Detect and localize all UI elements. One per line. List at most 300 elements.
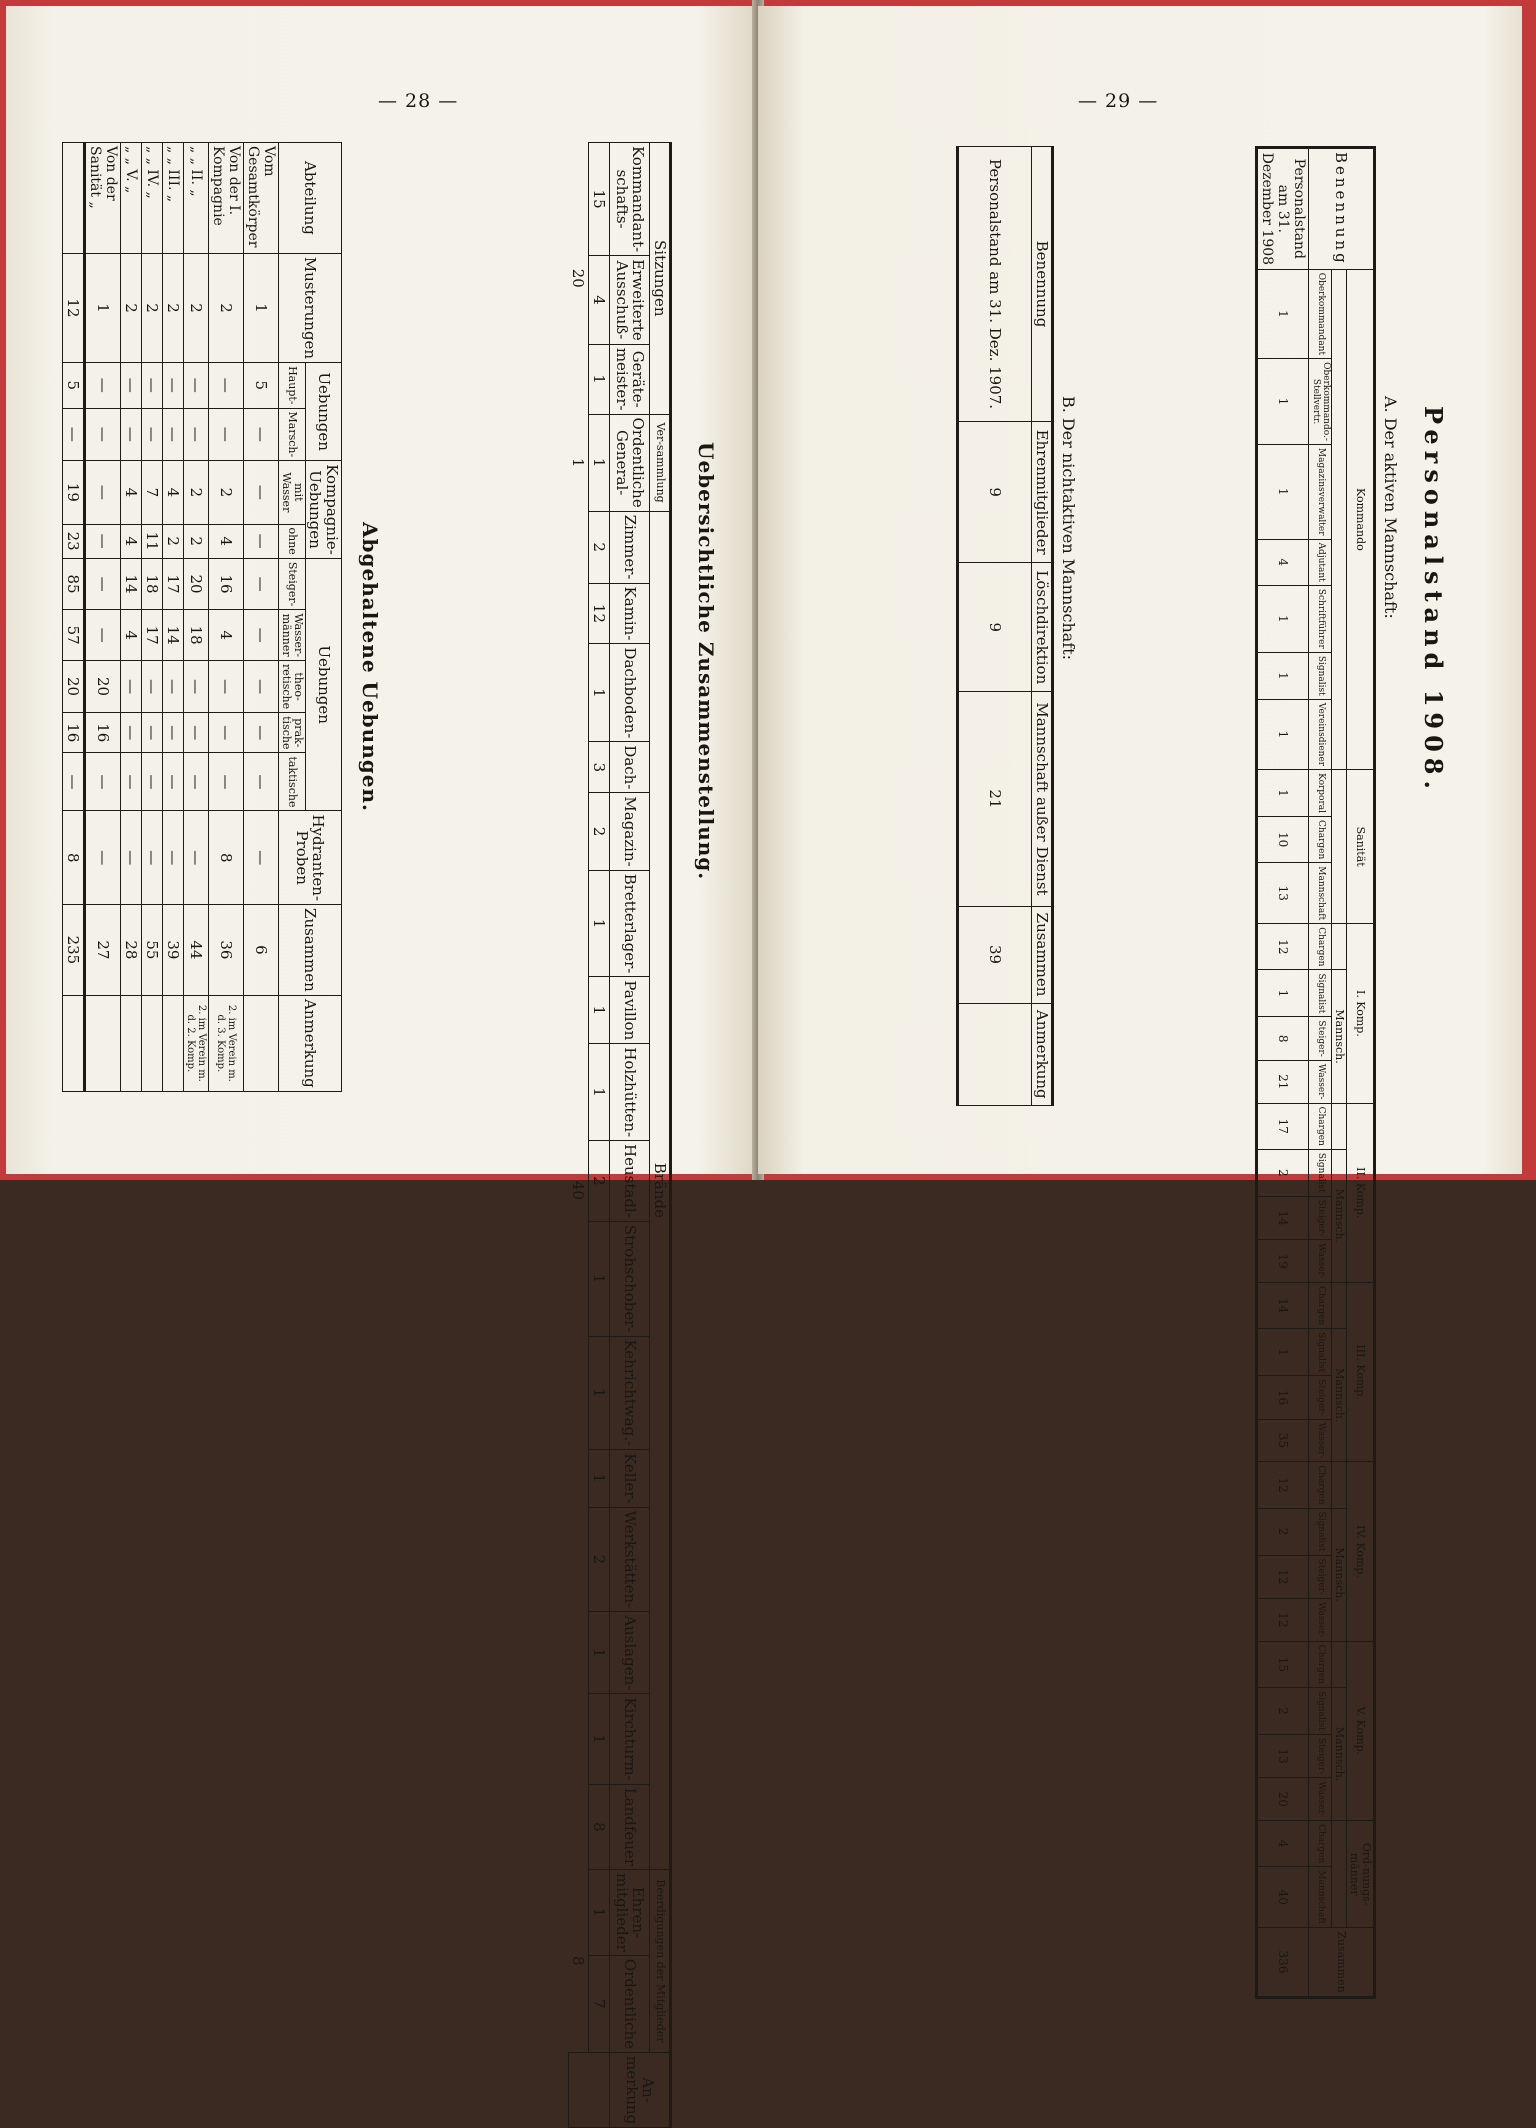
hdr-musterungen: Musterungen xyxy=(278,253,341,362)
inactive-value: 9 xyxy=(958,563,1032,692)
table-cell: — xyxy=(162,408,183,461)
col-magazin: Magazin- xyxy=(610,793,650,870)
table-cell: — xyxy=(141,408,162,461)
active-value: 17 xyxy=(1256,1103,1308,1149)
subtotal-braende: 40 xyxy=(569,1180,588,1200)
active-col-header: Chargen xyxy=(1308,924,1331,970)
active-values-row xyxy=(1256,148,1308,1998)
active-col-header: Signalist xyxy=(1308,1508,1331,1555)
active-benennung: Benennung xyxy=(1308,148,1374,270)
active-value: 12 xyxy=(1256,1462,1308,1508)
active-value: 16 xyxy=(1256,1376,1308,1419)
inactive-values-row xyxy=(958,147,1032,1106)
col-ehrenmitglieder: Ehren-mitglieder xyxy=(610,1870,650,1956)
table-cell: — xyxy=(183,661,208,713)
inactive-heading: B. Der nichtaktiven Mannschaft: xyxy=(1059,396,1078,661)
active-row-label: Personalstand am 31. Dezember 1908 xyxy=(1256,148,1308,270)
active-col-header: Steiger- xyxy=(1308,1734,1331,1777)
hdr-uebungen-1: Uebungen xyxy=(306,363,342,461)
total-cell: — xyxy=(62,753,84,811)
mannsch-4: Mannsch. xyxy=(1331,1508,1346,1641)
val-auslagen: 1 xyxy=(589,1612,610,1694)
hdr-ohne: ohne xyxy=(278,524,305,558)
val-erweiterte-ausschuss: 4 xyxy=(589,256,610,345)
active-col-header: Chargen xyxy=(1308,1103,1331,1149)
active-value: 1 xyxy=(1256,699,1308,769)
active-col-header: Signalist xyxy=(1308,1149,1331,1196)
table-cell: 1 xyxy=(84,253,120,362)
mannsch-2: Mannsch. xyxy=(1331,1149,1346,1282)
val-zimmer: 2 xyxy=(589,511,610,583)
hdr-theoretische: theo-retische xyxy=(278,661,305,713)
table-cell: — xyxy=(162,713,183,753)
active-value: 12 xyxy=(1256,924,1308,970)
group-braende: Brände xyxy=(650,511,671,1869)
active-col-header: Signalist xyxy=(1308,1329,1331,1376)
table-cell: 2 xyxy=(183,524,208,558)
val-strohschober: 1 xyxy=(589,1221,610,1336)
active-value: 12 xyxy=(1256,1598,1308,1641)
val-ehrenmitglieder: 1 xyxy=(589,1870,610,1956)
hdr-mit: mit xyxy=(292,483,305,502)
active-col-header: Steiger- xyxy=(1308,1017,1331,1060)
hdr-anmerkung: Anmerkung xyxy=(278,995,341,1091)
active-col-header: Wasser- xyxy=(1308,1419,1331,1462)
table-cell xyxy=(141,995,162,1091)
spacer-sanitaet xyxy=(1331,770,1346,924)
col-auslagen: Auslagen- xyxy=(610,1612,650,1694)
active-col-header: Signalist xyxy=(1308,1687,1331,1734)
table-cell: 7 xyxy=(141,461,162,524)
spacer-kommando xyxy=(1331,269,1346,769)
active-col-header: Chargen xyxy=(1308,1282,1331,1328)
active-value: 2 xyxy=(1256,1149,1308,1196)
hdr-hydranten: Hydranten-Proben xyxy=(278,811,341,905)
active-value: 1 xyxy=(1256,1329,1308,1376)
table-cell: 20 xyxy=(84,661,120,713)
val-geraetemeister: 1 xyxy=(589,344,610,414)
table-cell: 39 xyxy=(162,905,183,996)
table-cell: — xyxy=(120,811,141,905)
table-cell: 2 xyxy=(162,524,183,558)
total-cell: 23 xyxy=(62,524,84,558)
row-label: „ „ V. „ xyxy=(120,143,141,254)
hdr-mit-wasser xyxy=(278,461,305,524)
table-cell: 14 xyxy=(162,610,183,661)
val-ordentliche-general: 1 xyxy=(589,414,610,511)
table-cell: 2 xyxy=(162,253,183,362)
total-cell: 8 xyxy=(62,811,84,905)
inactive-col-header: Zusammen xyxy=(1032,906,1053,1003)
active-col-header: Signalist xyxy=(1308,970,1331,1017)
table-cell: 4 xyxy=(120,610,141,661)
active-col-header: Adjutant xyxy=(1308,539,1331,585)
total-cell: 85 xyxy=(62,558,84,610)
table-cell: 4 xyxy=(208,524,243,558)
active-value: 15 xyxy=(1256,1641,1308,1687)
total-cell: 19 xyxy=(62,461,84,524)
table-cell: — xyxy=(84,753,120,811)
table-row xyxy=(162,143,183,1092)
val-ordentliche: 7 xyxy=(589,1955,610,2052)
hdr-steiger: Steiger- xyxy=(278,558,305,610)
table-cell: — xyxy=(208,408,243,461)
table-cell: — xyxy=(243,524,278,558)
table-cell: 5 xyxy=(243,363,278,408)
table-cell: — xyxy=(141,811,162,905)
table-cell: — xyxy=(183,408,208,461)
active-value: 1 xyxy=(1256,770,1308,817)
inactive-value: 9 xyxy=(958,421,1032,562)
table-cell: 16 xyxy=(84,713,120,753)
table-cell: — xyxy=(183,753,208,811)
table-cell: 44 xyxy=(183,905,208,996)
table-row xyxy=(141,143,162,1092)
col-keller: Keller- xyxy=(610,1450,650,1507)
active-value: 2 xyxy=(1256,1687,1308,1734)
active-col-header: Schriftführer xyxy=(1308,585,1331,652)
table-cell: — xyxy=(84,811,120,905)
col-landfeuer: Landfeuer xyxy=(610,1784,650,1869)
table-cell: — xyxy=(84,610,120,661)
col-pavillon: Pavillon xyxy=(610,977,650,1044)
active-col-header: Mannschaft xyxy=(1308,863,1331,924)
table-cell: — xyxy=(243,713,278,753)
right-page xyxy=(758,6,1522,1993)
col-kirchturm: Kirchturm- xyxy=(610,1694,650,1784)
subtotal-beerdigungen: 8 xyxy=(569,1955,588,1966)
hdr-zusammen: Zusammen xyxy=(278,905,341,996)
table-cell: — xyxy=(120,661,141,713)
table-row xyxy=(243,143,278,1092)
active-table xyxy=(1255,146,1376,1999)
table-cell xyxy=(162,995,183,1091)
table-cell: — xyxy=(120,713,141,753)
table-cell: 2. im Verein m. d. 3. Komp. xyxy=(208,995,243,1091)
table-cell: — xyxy=(183,363,208,408)
page-number-29: — 29 — xyxy=(1078,90,1159,112)
active-value: 4 xyxy=(1256,539,1308,585)
active-value: 10 xyxy=(1256,817,1308,863)
subtotal-sitzungen: 20 xyxy=(569,268,588,288)
table-row xyxy=(208,143,243,1092)
table-cell: — xyxy=(208,753,243,811)
col-zimmer: Zimmer- xyxy=(610,511,650,583)
table-cell: — xyxy=(141,363,162,408)
table-cell: — xyxy=(120,753,141,811)
val-werkstaetten: 2 xyxy=(589,1507,610,1612)
active-value: 35 xyxy=(1256,1419,1308,1462)
row-label: „ „ II. „ xyxy=(183,143,208,254)
inactive-value: 21 xyxy=(958,692,1032,906)
table-cell xyxy=(243,995,278,1091)
active-value: 336 xyxy=(1256,1928,1308,1997)
col-bretterlager: Bretterlager- xyxy=(610,870,650,977)
table-cell xyxy=(84,995,120,1091)
table-cell: 4 xyxy=(162,461,183,524)
summary-title: Uebersichtliche Zusammenstellung. xyxy=(694,442,718,881)
total-cell: 235 xyxy=(62,905,84,996)
table-cell: — xyxy=(84,558,120,610)
val-heustadl: 2 xyxy=(589,1141,610,1222)
exercises-rows xyxy=(84,143,278,1092)
active-col-header: Steiger- xyxy=(1308,1376,1331,1419)
table-cell: 16 xyxy=(208,558,243,610)
inactive-col-header: Löschdirektion xyxy=(1032,563,1053,692)
table-cell xyxy=(120,995,141,1091)
inactive-header-row xyxy=(1032,147,1053,1106)
val-pavillon: 1 xyxy=(589,977,610,1044)
mannsch-1: Mannsch. xyxy=(1331,970,1346,1103)
active-col-header: Oberkommando.-Stellvertr. xyxy=(1308,359,1331,445)
table-cell: — xyxy=(84,408,120,461)
grp-komp-1: I. Komp. xyxy=(1346,924,1374,1103)
col-dachboden: Dachboden- xyxy=(610,644,650,742)
total-cell: 12 xyxy=(62,253,84,362)
active-col-header: Signalist xyxy=(1308,652,1331,699)
val-kehrichtwag: 1 xyxy=(589,1336,610,1450)
group-beerdigungen: Beerdigungen der Mitglieder xyxy=(650,1870,671,2053)
hdr-uebungen-2: Uebungen xyxy=(306,558,342,811)
active-col-header: Wasser- xyxy=(1308,1598,1331,1641)
table-cell: — xyxy=(162,363,183,408)
total-cell xyxy=(62,995,84,1091)
active-col-header: Mannschaft xyxy=(1308,1867,1331,1928)
totals-label xyxy=(62,143,84,254)
hdr-praktische: prak-tische xyxy=(278,713,305,753)
row-label: „ „ III. „ xyxy=(162,143,183,254)
table-cell: — xyxy=(141,753,162,811)
row-label: Von der I. Kompagnie xyxy=(208,143,243,254)
table-cell: 2 xyxy=(141,253,162,362)
col-geraetemeister: Geräte-meister- xyxy=(610,344,650,414)
table-cell: 2. im Verein m. d. 2. Komp. xyxy=(183,995,208,1091)
row-label: Vom Gesamtkörper xyxy=(243,143,278,254)
active-heading: A. Der aktiven Mannschaft: xyxy=(1381,396,1400,619)
table-cell: — xyxy=(208,713,243,753)
total-cell: 5 xyxy=(62,363,84,408)
hdr-kompagnie: Kompagnie-Uebungen xyxy=(306,461,342,559)
active-col-header: Chargen xyxy=(1308,1641,1331,1687)
active-value: 1 xyxy=(1256,970,1308,1017)
table-cell: 11 xyxy=(141,524,162,558)
inactive-col-header: Benennung xyxy=(1032,147,1053,422)
inactive-col-header: Ehrenmitglieder xyxy=(1032,421,1053,562)
active-value: 8 xyxy=(1256,1017,1308,1060)
group-versammlung: Ver-sammlung xyxy=(650,414,671,511)
active-value: 13 xyxy=(1256,863,1308,924)
grp-komp-4: IV. Komp. xyxy=(1346,1462,1374,1641)
active-col-header: Steiger- xyxy=(1308,1555,1331,1598)
table-row xyxy=(183,143,208,1092)
table-cell: — xyxy=(84,363,120,408)
grp-komp-3: III. Komp. xyxy=(1346,1282,1374,1461)
active-column-headers xyxy=(1308,148,1331,1998)
active-value: 1 xyxy=(1256,359,1308,445)
val-dachboden: 1 xyxy=(589,644,610,742)
table-cell: 36 xyxy=(208,905,243,996)
table-cell: 2 xyxy=(208,253,243,362)
active-value: 21 xyxy=(1256,1060,1308,1103)
table-cell: — xyxy=(84,524,120,558)
table-cell: 20 xyxy=(183,558,208,610)
val-kirchturm: 1 xyxy=(589,1694,610,1784)
active-col-header: Steiger- xyxy=(1308,1196,1331,1239)
active-col-header: Korporal xyxy=(1308,770,1331,817)
active-value: 19 xyxy=(1256,1240,1308,1283)
table-row xyxy=(120,143,141,1092)
active-value: 1 xyxy=(1256,585,1308,652)
active-value: 1 xyxy=(1256,269,1308,358)
hdr-marsch: Marsch- xyxy=(278,408,305,461)
table-cell: — xyxy=(243,811,278,905)
table-cell: 28 xyxy=(120,905,141,996)
val-landfeuer: 8 xyxy=(589,1784,610,1869)
table-cell: 2 xyxy=(183,461,208,524)
table-cell: 8 xyxy=(208,811,243,905)
active-value: 14 xyxy=(1256,1282,1308,1328)
personalstand-title: Personalstand 1908. xyxy=(1419,406,1448,795)
hdr-wassermaenner: Wasser-männer xyxy=(278,610,305,661)
active-col-header: Oberkommandant xyxy=(1308,269,1331,358)
col-kamin: Kamin- xyxy=(610,583,650,644)
val-kamin: 12 xyxy=(589,583,610,644)
col-erweiterte-ausschuss: Erweiterte Ausschuß- xyxy=(610,256,650,345)
hdr-haupt: Haupt- xyxy=(278,363,305,408)
active-value: 12 xyxy=(1256,1555,1308,1598)
table-cell: — xyxy=(162,753,183,811)
table-cell: 4 xyxy=(208,610,243,661)
active-col-header: Wasser- xyxy=(1308,1060,1331,1103)
table-cell: — xyxy=(84,461,120,524)
table-cell: — xyxy=(243,753,278,811)
grp-komp-5: V. Komp. xyxy=(1346,1641,1374,1820)
table-cell: 17 xyxy=(162,558,183,610)
active-value: 14 xyxy=(1256,1196,1308,1239)
mannsch-5: Mannsch. xyxy=(1331,1687,1346,1820)
table-cell: — xyxy=(120,363,141,408)
total-cell: 20 xyxy=(62,661,84,713)
table-cell: — xyxy=(243,461,278,524)
table-cell: — xyxy=(162,661,183,713)
table-cell: 4 xyxy=(120,524,141,558)
total-cell: — xyxy=(62,408,84,461)
table-cell: 1 xyxy=(243,253,278,362)
exercises-title: Abgehaltene Uebungen. xyxy=(358,522,382,812)
active-value: 1 xyxy=(1256,444,1308,539)
col-kommandantschafts: Kommandant-schafts- xyxy=(610,143,650,256)
grp-ordnungsmaenner: Ord-nungs-männer xyxy=(1346,1821,1374,1928)
col-zusammen: Zusammen xyxy=(1308,1928,1374,1997)
table-row xyxy=(84,143,120,1092)
hdr-taktische: taktische xyxy=(278,753,305,811)
table-cell: 2 xyxy=(183,253,208,362)
active-col-header: Wasser- xyxy=(1308,1778,1331,1821)
table-cell: 18 xyxy=(141,558,162,610)
inactive-col-header: Mannschaft außer Dienst xyxy=(1032,692,1053,906)
col-strohschober: Strohschober- xyxy=(610,1221,650,1336)
group-sitzungen: Sitzungen xyxy=(650,143,671,415)
hdr-abteilung: Abteilung xyxy=(278,143,341,254)
table-cell: 27 xyxy=(84,905,120,996)
table-cell: — xyxy=(208,661,243,713)
table-cell: 17 xyxy=(141,610,162,661)
table-cell: — xyxy=(243,408,278,461)
col-dach: Dach- xyxy=(610,742,650,793)
grp-sanitaet: Sanität xyxy=(1346,770,1374,924)
inactive-table xyxy=(957,146,1055,1106)
col-ordentliche-general: Ordentliche General- xyxy=(610,414,650,511)
summary-table-block xyxy=(568,142,718,2128)
inactive-value: Personalstand am 31. Dez. 1907. xyxy=(958,147,1032,422)
total-cell: 57 xyxy=(62,610,84,661)
exercises-totals-row xyxy=(62,143,84,1092)
val-keller: 1 xyxy=(589,1450,610,1507)
table-cell: — xyxy=(183,713,208,753)
mannsch-3: Mannsch. xyxy=(1331,1329,1346,1462)
col-werkstaetten: Werkstätten- xyxy=(610,1507,650,1612)
table-cell: — xyxy=(141,713,162,753)
inactive-value xyxy=(958,1003,1032,1105)
active-col-header: Wasser- xyxy=(1308,1240,1331,1283)
table-cell: — xyxy=(162,811,183,905)
col-ordentliche: Ordentliche xyxy=(610,1955,650,2052)
grp-kommando: Kommando xyxy=(1346,269,1374,769)
active-value: 20 xyxy=(1256,1778,1308,1821)
val-holzhuetten: 1 xyxy=(589,1044,610,1141)
col-kehrichtwag: Kehrichtwag.- xyxy=(610,1336,650,1450)
summary-table xyxy=(568,142,672,2128)
table-cell: — xyxy=(208,363,243,408)
subtotal-versammlung: 1 xyxy=(569,457,588,468)
exercises-table xyxy=(62,142,342,1092)
active-value: 2 xyxy=(1256,1508,1308,1555)
table-cell: 4 xyxy=(120,461,141,524)
group-anmerkung: An-merkung xyxy=(610,2052,671,2127)
left-page xyxy=(6,6,758,2125)
col-holzhuetten: Holzhütten- xyxy=(610,1044,650,1141)
table-cell: 6 xyxy=(243,905,278,996)
table-cell: — xyxy=(243,661,278,713)
table-cell: 2 xyxy=(120,253,141,362)
table-cell: — xyxy=(243,558,278,610)
table-cell: — xyxy=(120,408,141,461)
hdr-wasser: Wasser xyxy=(279,472,293,513)
val-dach: 3 xyxy=(589,742,610,793)
table-cell: 55 xyxy=(141,905,162,996)
table-cell: — xyxy=(243,610,278,661)
val-kommandantschafts: 15 xyxy=(589,143,610,256)
table-cell: 2 xyxy=(208,461,243,524)
anmerkung-cell xyxy=(569,2052,611,2127)
page-number-28: — 28 — xyxy=(378,90,459,112)
total-cell: 16 xyxy=(62,713,84,753)
active-value: 4 xyxy=(1256,1821,1308,1867)
active-col-header: Chargen xyxy=(1308,817,1331,863)
inactive-value: 39 xyxy=(958,906,1032,1003)
table-cell: 18 xyxy=(183,610,208,661)
table-cell: — xyxy=(183,811,208,905)
active-col-header: Vereinsdiener xyxy=(1308,699,1331,769)
active-col-header: Chargen xyxy=(1308,1462,1331,1508)
col-heustadl: Heustadl- xyxy=(610,1141,650,1222)
active-col-header: Chargen xyxy=(1308,1821,1331,1867)
inactive-col-header: Anmerkung xyxy=(1032,1003,1053,1105)
active-col-header: Magazinsverwalter xyxy=(1308,444,1331,539)
val-magazin: 2 xyxy=(589,793,610,870)
row-label: Von der Sanität „ xyxy=(84,143,120,254)
active-value: 40 xyxy=(1256,1867,1308,1928)
